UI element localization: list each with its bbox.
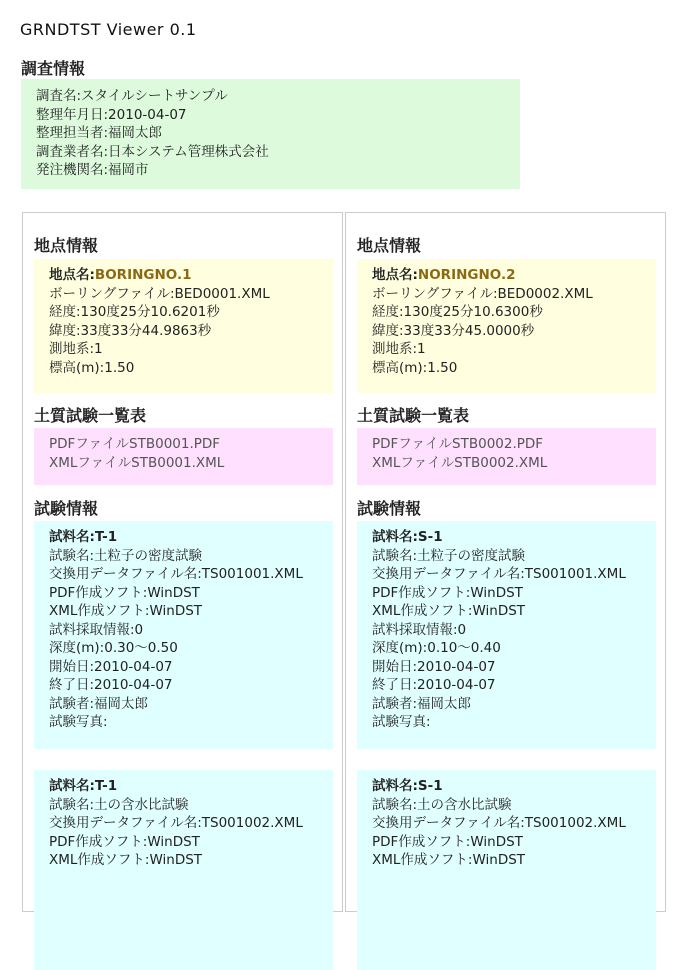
longitude: 経度:130度25分10.6201秒 [49,304,220,320]
geodetic-system: 測地系:1 [49,341,103,357]
sample-name: 試料名:S-1 [372,778,443,794]
elevation: 標高(m):1.50 [49,359,135,376]
depth: 深度(m):0.30～0.50 [49,640,178,656]
start-date: 開始日:2010-04-07 [372,658,496,675]
site-heading: 地点情報 [357,236,422,255]
data-file-name: 交換用データファイル名:TS001001.XML [49,566,303,582]
xml-software: XML作成ソフト:WinDST [49,603,203,619]
tester: 試験者:福岡太郎 [49,695,149,712]
site-name-label: 地点名: [49,267,95,283]
start-date: 開始日:2010-04-07 [49,658,173,675]
site-info-box [357,259,656,393]
survey-info-box [21,79,520,189]
pdf-software: PDF作成ソフト:WinDST [49,584,200,601]
survey-client: 発注機関名:福岡市 [36,162,149,178]
test-info-box [34,770,333,970]
test-photo: 試験写真: [49,714,108,730]
pdf-file-link[interactable]: PDFファイルSTB0002.PDF [372,436,544,452]
data-file-name: 交換用データファイル名:TS001002.XML [372,815,626,831]
soil-test-list-heading: 土質試験一覧表 [34,406,147,425]
test-info-box [357,770,656,970]
end-date: 終了日:2010-04-07 [372,677,496,693]
data-file-name: 交換用データファイル名:TS001001.XML [372,566,626,582]
end-date: 終了日:2010-04-07 [49,677,173,693]
site-name [372,266,656,285]
latitude: 緯度:33度33分45.0000秒 [372,322,535,339]
survey-heading: 調査情報 [21,59,86,78]
sample-name: 試料名:S-1 [372,529,443,545]
test-info-heading: 試験情報 [34,499,99,518]
data-file-name: 交換用データファイル名:TS001002.XML [49,815,303,831]
tester: 試験者:福岡太郎 [372,695,472,712]
test-info-heading: 試験情報 [357,499,422,518]
site-name [49,266,333,285]
site-name-value: BORINGNO.1 [94,267,192,283]
soil-test-list-heading: 土質試験一覧表 [357,406,470,425]
site-name-value: NORINGNO.2 [417,267,516,283]
test-photo: 試験写真: [372,714,431,730]
sampling-info: 試料採取情報:0 [49,621,144,638]
longitude: 経度:130度25分10.6300秒 [372,304,543,320]
test-name: 試験名:土の含水比試験 [372,796,512,813]
app-title: GRNDTST Viewer 0.1 [20,20,197,39]
borehole-column-1 [22,212,343,912]
survey-date: 整理年月日:2010-04-07 [36,106,187,123]
survey-staff: 整理担当者:福岡太郎 [36,125,163,141]
test-name: 試験名:土粒子の密度試験 [372,547,526,564]
site-info-box [34,259,333,393]
pdf-file-link[interactable]: PDFファイルSTB0001.PDF [49,436,221,452]
survey-name: 調査名:スタイルシートサンプル [36,88,228,104]
pdf-software: PDF作成ソフト:WinDST [372,833,523,850]
xml-software: XML作成ソフト:WinDST [372,852,526,868]
pdf-software: PDF作成ソフト:WinDST [49,833,200,850]
boring-file: ボーリングファイル:BED0001.XML [49,285,270,302]
site-name-label: 地点名: [372,267,418,283]
xml-file-link[interactable]: XMLファイルSTB0002.XML [372,454,548,471]
depth: 深度(m):0.10～0.40 [372,640,501,656]
test-info-box [357,521,656,749]
site-heading: 地点情報 [34,236,99,255]
soil-test-list-box [357,428,656,485]
survey-contractor: 調査業者名:日本システム管理株式会社 [36,143,269,160]
xml-file-link[interactable]: XMLファイルSTB0001.XML [49,454,225,471]
sample-name: 試料名:T-1 [49,778,118,794]
sampling-info: 試料採取情報:0 [372,621,467,638]
geodetic-system: 測地系:1 [372,341,426,357]
test-name: 試験名:土の含水比試験 [49,796,189,813]
latitude: 緯度:33度33分44.9863秒 [49,322,212,339]
borehole-column-2 [345,212,666,912]
test-name: 試験名:土粒子の密度試験 [49,547,203,564]
borehole-columns [22,212,668,872]
xml-software: XML作成ソフト:WinDST [372,603,526,619]
boring-file: ボーリングファイル:BED0002.XML [372,285,593,302]
test-info-box [34,521,333,749]
sample-name: 試料名:T-1 [49,529,118,545]
elevation: 標高(m):1.50 [372,359,458,376]
soil-test-list-box [34,428,333,485]
xml-software: XML作成ソフト:WinDST [49,852,203,868]
pdf-software: PDF作成ソフト:WinDST [372,584,523,601]
